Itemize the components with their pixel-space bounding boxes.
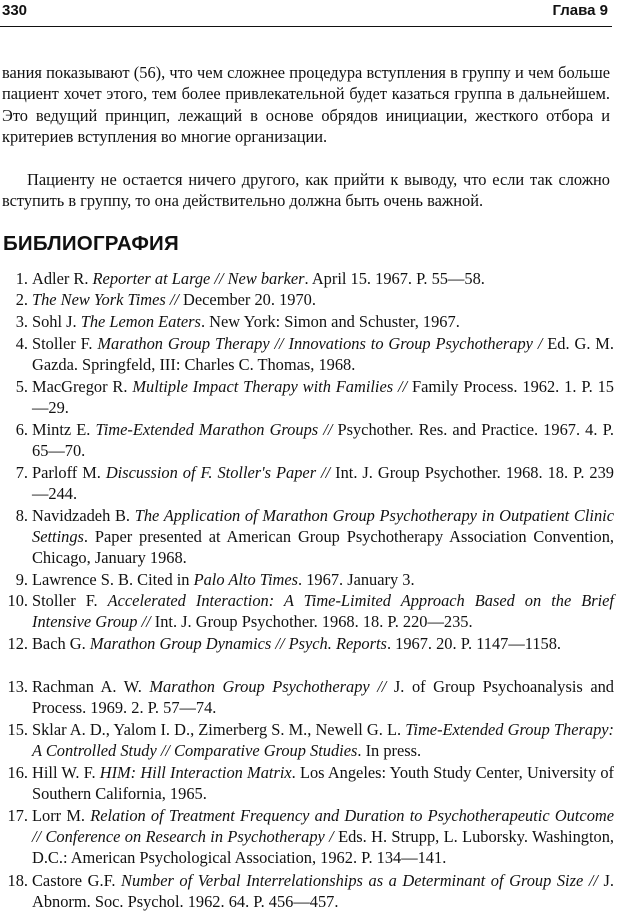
running-header: [0, 0, 612, 27]
reference-number: 3.: [15, 312, 28, 331]
reference-item: [0, 676, 614, 718]
reference-item: [0, 462, 614, 504]
reference-number: 5.: [15, 377, 28, 396]
reference-text: Navidzadeh B. The Application of Marathon Group Psychotherapy in Outpatient Clinic Settings. Paper presented at American Group Psychotherapy Association Convention, Chicago, January 1968.: [32, 506, 614, 568]
reference-number: 7.: [15, 463, 28, 482]
reference-item: [0, 333, 614, 375]
reference-number: 1.: [15, 269, 28, 288]
reference-text: Lawrence S. B. Cited in Palo Alto Times. 1967. January 3.: [32, 570, 415, 589]
reference-item: [0, 762, 614, 804]
reference-item: [0, 590, 614, 632]
reference-number: 8.: [15, 506, 28, 525]
reference-number: 10.: [7, 591, 28, 610]
reference-number: 13.: [7, 677, 28, 696]
page-number: 330: [2, 2, 28, 19]
reference-number: 4.: [15, 334, 28, 353]
reference-number: 6.: [15, 420, 28, 439]
reference-text: Stoller F. Marathon Group Therapy // Innovations to Group Psychotherapy / Ed. G. M. Gazda. Springfeld, III: Charles C. Thomas, 1968.: [32, 334, 614, 375]
body-paragraph: Пациенту не остается ничего другого, как прийти к выводу, что если так сложно вступить в группу, то она действительно должна быть очень важной.: [2, 170, 610, 211]
reference-number: 15.: [7, 720, 28, 739]
reference-number: 18.: [7, 871, 28, 890]
reference-text: Hill W. F. HIM: Hill Interaction Matrix. Los Angeles: Youth Study Center, University of Southern California, 1965.: [32, 763, 614, 804]
reference-text: Rachman A. W. Marathon Group Psychotherapy // J. of Group Psychoanalysis and Process. 1969. 2. P. 57—74.: [32, 677, 614, 718]
section-heading: БИБЛИОГРАФИЯ: [3, 232, 179, 255]
reference-text: Lorr M. Relation of Treatment Frequency and Duration to Psychotherapeutic Outcome // Conference on Research in Psychotherapy / Eds. H. Strupp, L. Luborsky. Washington, D.C.: American Psychological Association, 1962. P. 134—141.: [32, 806, 614, 868]
reference-text: Sklar A. D., Yalom I. D., Zimerberg S. M., Newell G. L. Time-Extended Group Therapy: A Controlled Study // Comparative Group Studies. In press.: [32, 720, 615, 761]
reference-text: Mintz E. Time-Extended Marathon Groups // Psychother. Res. and Practice. 1967. 4. P. 65—70.: [32, 420, 614, 461]
reference-text: Bach G. Marathon Group Dynamics // Psych. Reports. 1967. 20. P. 1147—1158.: [32, 634, 562, 653]
reference-number: 9.: [15, 570, 28, 589]
reference-text: Sohl J. The Lemon Eaters. New York: Simon and Schuster, 1967.: [32, 312, 460, 331]
reference-number: 17.: [7, 806, 28, 825]
reference-text: The New York Times // December 20. 1970.: [32, 290, 316, 309]
reference-item: [0, 419, 614, 461]
reference-text: Adler R. Reporter at Large // New barker. April 15. 1967. P. 55—58.: [32, 269, 485, 288]
reference-item: [0, 376, 614, 418]
reference-text: MacGregor R. Multiple Impact Therapy with Families // Family Process. 1962. 1. P. 15—29.: [32, 377, 614, 418]
reference-item: [0, 805, 614, 869]
reference-item: [0, 311, 614, 332]
reference-item: [0, 569, 614, 590]
reference-number: 12.: [7, 634, 28, 653]
reference-text: Castore G.F. Number of Verbal Interrelationships as a Determinant of Group Size // J. Abnorm. Soc. Psychol. 1962. 64. P. 456—457.: [32, 871, 614, 912]
reference-item: [0, 289, 614, 310]
reference-number: 2.: [15, 290, 28, 309]
reference-text: Stoller F. Accelerated Interaction: A Time-Limited Approach Based on the Brief Intensive Group // Int. J. Group Psychother. 1968. 18. P. 220—235.: [32, 591, 614, 632]
reference-item: [0, 719, 614, 761]
reference-item: [0, 268, 614, 289]
reference-item: [0, 633, 614, 654]
chapter-title: Глава 9: [552, 2, 608, 19]
reference-number: 16.: [7, 763, 28, 782]
reference-text: Parloff M. Discussion of F. Stoller's Paper // Int. J. Group Psychother. 1968. 18. P. 239—244.: [32, 463, 614, 504]
reference-item: [0, 505, 614, 569]
body-paragraph: вания показывают (56), что чем сложнее процедура вступления в группу и чем больше пациент хочет этого, тем более привлекательной будет казаться группа в дальнейшем. Это ведущий принцип, лежащий в основе обрядов инициации, жесткого отбора и критериев вступления во многие организации.: [2, 63, 610, 147]
